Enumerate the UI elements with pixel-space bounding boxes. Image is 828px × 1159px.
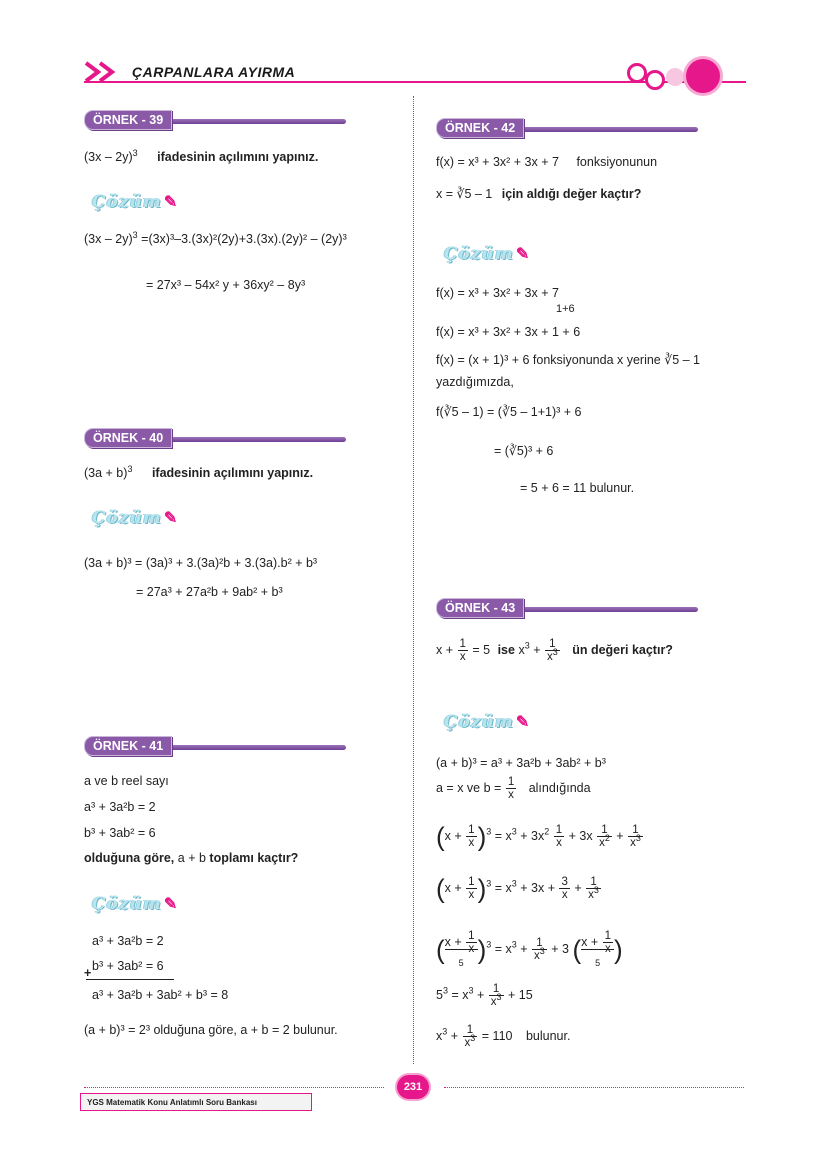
- solution-41-heading: Çözüm ✎: [92, 894, 179, 914]
- example-41-question: olduğuna göre, a + b toplamı kaçtır?: [84, 851, 299, 865]
- page-number: 231: [397, 1075, 429, 1099]
- solution-40-line-1: (3a + b)³ = (3a)³ + 3.(3a)²b + 3.(3a).b² + b³: [84, 556, 318, 570]
- example-40-label: ÖRNEK - 40: [84, 428, 346, 448]
- solution-42-line-4: yazdığımızda,: [436, 375, 514, 389]
- example-43-label: ÖRNEK - 43: [436, 598, 698, 618]
- solution-43-line-5: (x + $\frac{1}{x}$ 5 )$^3 = x^3$ + $\frac{1}{x^3}$ + 3 (x + $\frac{1}{x}$ 5 ): [436, 930, 623, 968]
- solution-41-line-1: a³ + 3a²b = 2: [92, 934, 164, 948]
- solution-41-line-3: a³ + 3a²b + 3ab² + b³ = 8: [92, 988, 229, 1002]
- footer-dots-left: [84, 1087, 384, 1088]
- solution-41-plus: +: [84, 966, 92, 980]
- solution-42-line-5: f(∛5 – 1) = (∛5 – 1+1)³ + 6: [436, 405, 582, 419]
- solution-39-line-1: (3x – 2y)$^3$ =(3x)³–3.(3x)²(2y)+3.(3x).(2y)² – (2y)³: [84, 229, 347, 246]
- solution-40-heading: Çözüm ✎: [92, 508, 179, 528]
- solution-42-heading: Çözüm ✎: [444, 244, 531, 264]
- example-39-label: ÖRNEK - 39: [84, 110, 346, 130]
- example-42-question-2: x = ∛5 – 1 için aldığı değer kaçtır?: [436, 187, 642, 201]
- page-title: ÇARPANLARA AYIRMA: [132, 64, 296, 80]
- solution-41-line-2: b³ + 3ab² = 6: [92, 959, 164, 973]
- solution-43-line-2: a = x ve b = $\frac{1}{x}$ alındığında: [436, 776, 591, 801]
- solution-42-line-1-sub: 1+6: [556, 303, 575, 315]
- example-42-label: ÖRNEK - 42: [436, 118, 698, 138]
- example-41-line-3: b³ + 3ab² = 6: [84, 826, 156, 840]
- example-41-line-2: a³ + 3a²b = 2: [84, 800, 156, 814]
- example-41-label: ÖRNEK - 41: [84, 736, 346, 756]
- book-title: YGS Matematik Konu Anlatımlı Soru Bankası: [80, 1093, 312, 1111]
- solution-39-heading: Çözüm ✎: [92, 192, 179, 212]
- solution-43-line-3: (x + $\frac{1}{x}$ )$^3 = x^3 + 3x^2$ $\frac{1}{x}$ + 3x $\frac{1}{x^2}$ + $\frac{1}{x^3}$: [436, 821, 641, 852]
- sum-rule: [86, 979, 174, 980]
- solution-41-line-4: (a + b)³ = 2³ olduğuna göre, a + b = 2 bulunur.: [84, 1023, 338, 1037]
- solution-43-heading: Çözüm ✎: [444, 712, 531, 732]
- solution-43-line-6: $5^3 = x^3$ + $\frac{1}{x^3}$ + 15: [436, 983, 533, 1008]
- example-40-question: $(3a + b)^3$ ifadesinin açılımını yapınız.: [84, 463, 314, 480]
- solution-40-line-2: = 27a³ + 27a²b + 9ab² + b³: [136, 585, 283, 599]
- example-39-question: (3x – 2y)$^3$ ifadesinin açılımını yapınız.: [84, 147, 319, 164]
- example-42-question-1: f(x) = x³ + 3x² + 3x + 7 fonksiyonunun: [436, 155, 658, 169]
- solution-39-line-2: = 27x³ – 54x² y + 36xy² – 8y³: [146, 278, 306, 292]
- solution-42-line-3: f(x) = (x + 1)³ + 6 fonksiyonunda x yerine ∛5 – 1: [436, 353, 700, 367]
- footer-dots-right: [444, 1087, 744, 1088]
- solution-43-line-1: (a + b)³ = a³ + 3a²b + 3ab² + b³: [436, 756, 606, 770]
- solution-43-line-7: $x^3$ + $\frac{1}{x^3}$ = 110 bulunur.: [436, 1024, 571, 1049]
- solution-42-line-7: = 5 + 6 = 11 bulunur.: [520, 481, 635, 495]
- example-41-line-1: a ve b reel sayı: [84, 774, 169, 788]
- solution-42-line-2: f(x) = x³ + 3x² + 3x + 1 + 6: [436, 325, 581, 339]
- example-43-question: x + $\frac{1}{x}$ = 5 ise $x^3$ + $\frac{1}{x^3}$ ün değeri kaçtır?: [436, 638, 673, 663]
- solution-42-line-6: = (∛5)³ + 6: [494, 444, 554, 458]
- column-divider: [413, 96, 414, 1064]
- solution-42-line-1: f(x) = x³ + 3x² + 3x + 7: [436, 286, 559, 300]
- solution-43-line-4: (x + $\frac{1}{x}$ )$^3 = x^3 + 3x$ + $\frac{3}{x}$ + $\frac{1}{x^3}$: [436, 873, 599, 904]
